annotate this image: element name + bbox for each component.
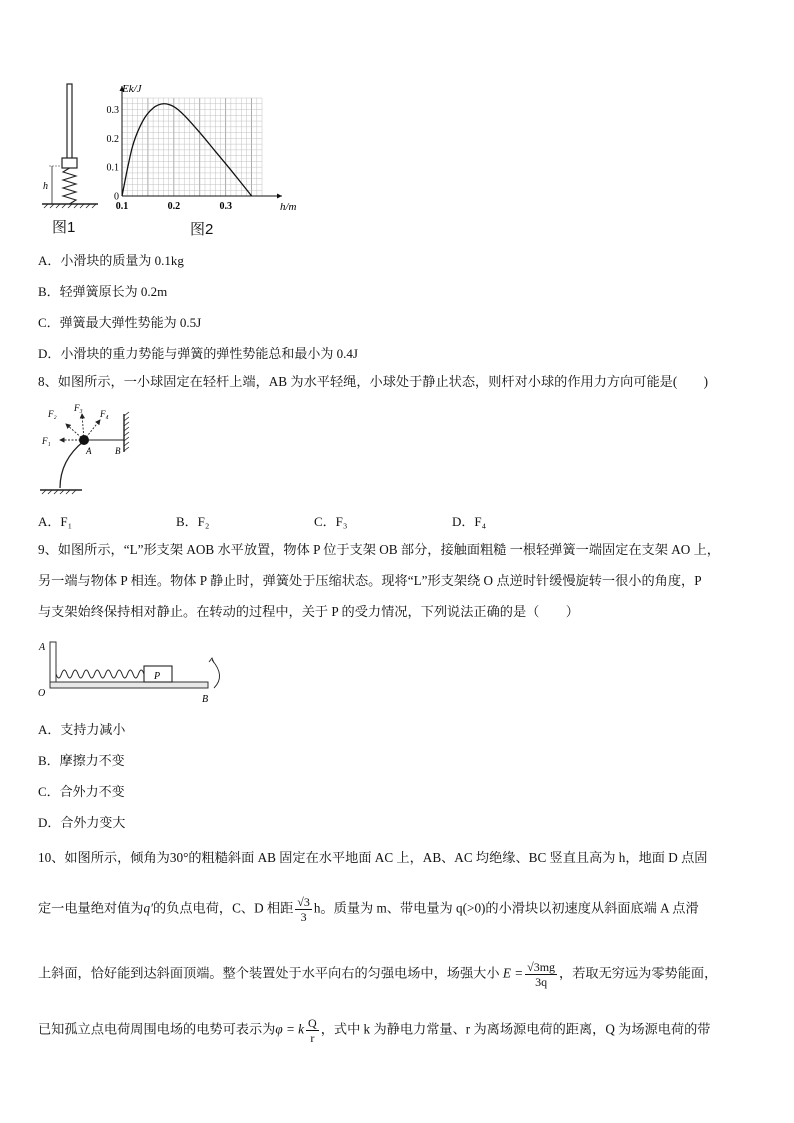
q9-option-c: C．合外力不变 [38, 784, 125, 799]
q8-option-c: C．F₃ [314, 514, 348, 529]
q8-text: 8、如图所示，一小球固定在轻杆上端，AB 为水平轻绳，小球处于静止状态，则杆对小球的作用力方向可能是( ) [38, 374, 708, 389]
q9-line-2: 另一端与物体 P 相连。物体 P 静止时，弹簧处于压缩状态。现将“L”形支架绕 O 点逆时针缓慢旋转一很小的角度，P [38, 573, 702, 588]
q10-l1b: 的粗糙斜面 AB 固定在水平地面 AC 上，AB、AC 均绝缘、BC 竖直且高为 h，地面 D 点固 [188, 850, 708, 865]
q10-e-fraction: $\frac{√3mg}{3q}$ [527, 960, 556, 989]
figure-1-h-label: h [43, 181, 48, 192]
q9-point-a: A [39, 642, 46, 653]
x-tick-label: 0.1 [115, 201, 129, 212]
q8-point-b: B [115, 446, 121, 456]
q7-option-c: C．弹簧最大弹性势能为 0.5J [38, 315, 202, 330]
figure-1-drawing [38, 80, 102, 215]
q10-e-symbol: E = [502, 965, 524, 981]
q8-ball [79, 435, 89, 445]
q8-figure [38, 400, 148, 500]
q8-option-d: D．F₄ [452, 514, 487, 529]
q10-l1a: 10、如图所示，倾角为 [38, 850, 170, 865]
chart-axes [120, 86, 283, 199]
figure-1-label: 图1 [52, 219, 76, 236]
q10-line-3 [38, 960, 762, 989]
q10-phi-symbol: φ = k [275, 1021, 305, 1037]
x-tick-label: 0.3 [219, 201, 232, 212]
q10-l2c: h。质量为 m、带电量为 q(>0)的小滑块以初速度从斜面底端 A 点滑 [313, 900, 699, 916]
q10-l3b: ，若取无穷远为零势能面， [559, 965, 718, 981]
q8-option-b: B．F₂ [176, 514, 210, 529]
q9-line-3: 与支架始终保持相对静止。在转动的过程中，关于 P 的受力情况，下列说法正确的是（ ） [38, 604, 579, 619]
y-tick-label: 0.3 [106, 105, 119, 117]
x-axis-arrow [277, 194, 282, 199]
q10-angle: 30° [169, 850, 189, 865]
q8-f2-label: F₂ [48, 409, 57, 419]
q10-l2a: 定一电量绝对值为 [38, 900, 144, 916]
q10-line-1 [38, 848, 762, 868]
q10-l4a: 已知孤立点电荷周围电场的电势可表示为 [38, 1021, 276, 1037]
y-tick-label: 0.2 [106, 133, 119, 145]
q8-f3-label: F₃ [74, 403, 83, 413]
y-tick-label: 0.1 [106, 162, 119, 174]
q9-option-d: D．合外力变大 [38, 815, 126, 830]
q9-point-o: O [38, 688, 46, 699]
chart-xlabel: h/m [280, 201, 297, 213]
figure-2-chart [100, 80, 305, 220]
q9-point-b: B [202, 694, 209, 705]
q10-charge-q: q′ [143, 900, 153, 916]
q9-option-a: A．支持力减小 [38, 722, 126, 737]
q7-option-d: D．小滑块的重力势能与弹簧的弹性势能总和最小为 0.4J [38, 346, 358, 361]
q10-l3a: 上斜面，恰好能到达斜面顶端。整个装置处于水平向右的匀强电场中，场强大小 [38, 965, 500, 981]
x-tick-label: 0.2 [167, 201, 181, 212]
q10-line-4 [38, 1016, 762, 1045]
q9-block-p: P [154, 671, 161, 682]
q8-point-a: A [86, 446, 92, 456]
q10-l2b: 的负点电荷，C、D 相距 [152, 900, 294, 916]
q9-option-b: B．摩擦力不变 [38, 753, 125, 768]
q7-option-a: A．小滑块的质量为 0.1kg [38, 253, 184, 268]
chart-ylabel: Ek/J [122, 83, 142, 95]
q9-line-1: 9、如图所示，“L”形支架 AOB 水平放置，物体 P 位于支架 OB 部分，接触面粗糙 一根轻弹簧一端固定在支架 AO 上， [38, 542, 720, 557]
q10-line-2 [38, 895, 762, 924]
q8-f4-label: F₄ [100, 409, 109, 419]
q9-figure [36, 636, 236, 708]
q8-option-a: A．F₁ [38, 514, 73, 529]
q8-f1-label: F₁ [42, 436, 51, 446]
figure-2-label: 图2 [190, 221, 214, 238]
q10-cd-fraction: $\frac{√3}{3}$ [297, 895, 310, 924]
q10-l4b: ，式中 k 为静电力常量、r 为离场源电荷的距离，Q 为场源电荷的带 [320, 1021, 711, 1037]
chart-grid [122, 98, 262, 196]
y-tick-label: 0 [114, 191, 119, 203]
q7-option-b: B．轻弹簧原长为 0.2m [38, 284, 168, 299]
q10-phi-fraction: $\frac{Q}{r}$ [308, 1016, 317, 1045]
